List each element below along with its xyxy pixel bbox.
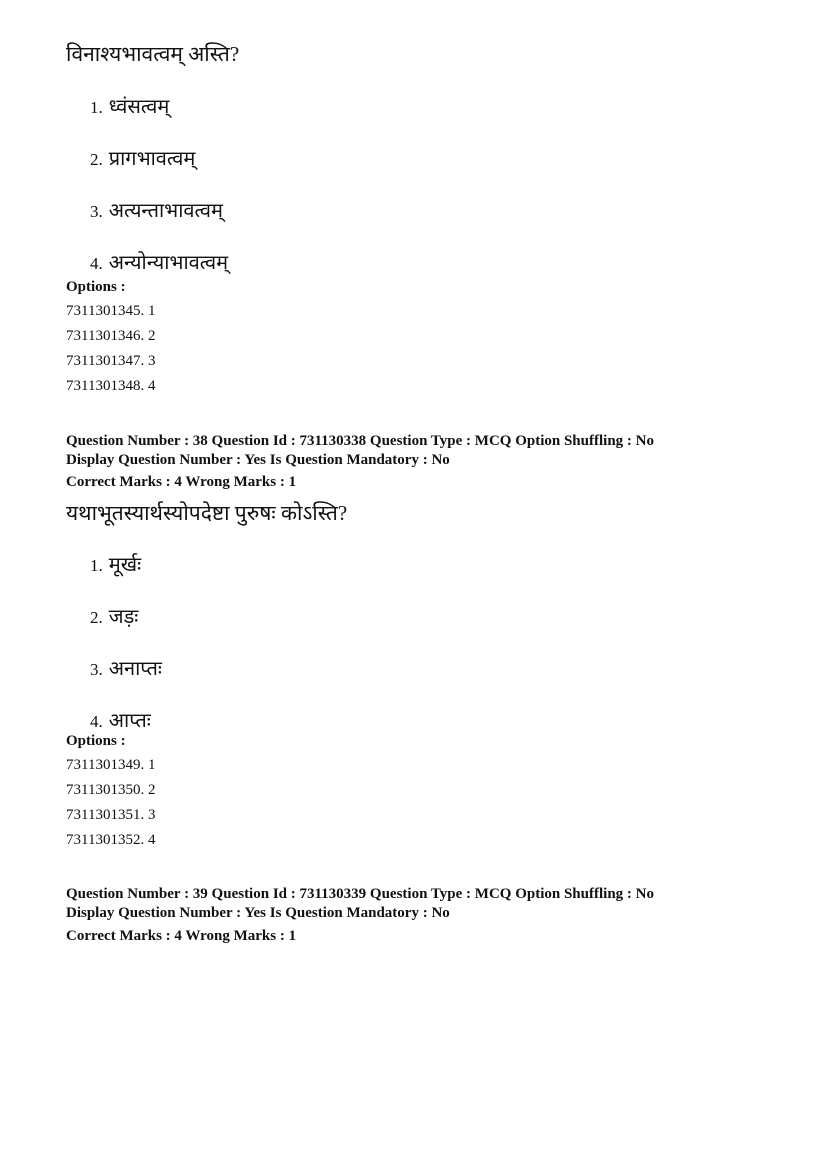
choice-text: मूर्खः xyxy=(108,554,142,576)
options-label: Options : xyxy=(66,279,126,295)
option-code: 7311301351. 3 xyxy=(66,807,156,823)
answer-choice xyxy=(90,602,138,629)
answer-choice xyxy=(90,248,228,275)
choice-number: 1. xyxy=(90,556,103,575)
answer-choice xyxy=(90,144,195,171)
question-meta-line: Display Question Number : Yes Is Question Mandatory : No xyxy=(66,905,450,921)
choice-text: अन्योन्याभावत्वम् xyxy=(108,252,229,274)
choice-number: 3. xyxy=(90,202,103,221)
answer-choice xyxy=(90,550,141,577)
option-code: 7311301349. 1 xyxy=(66,757,156,773)
question-meta-line: Display Question Number : Yes Is Question Mandatory : No xyxy=(66,452,450,468)
option-code: 7311301345. 1 xyxy=(66,303,156,319)
option-code: 7311301352. 4 xyxy=(66,832,156,848)
choice-number: 1. xyxy=(90,98,103,117)
choice-text: ध्वंसत्वम् xyxy=(108,96,170,118)
answer-choice xyxy=(90,92,169,119)
question-text: यथाभूतस्यार्थस्योपदेष्टा पुरुषः कोऽस्ति? xyxy=(66,501,348,525)
choice-text: आप्तः xyxy=(108,710,151,732)
choice-text: अत्यन्ताभावत्वम् xyxy=(108,200,223,222)
answer-choice xyxy=(90,196,223,223)
question-marks: Correct Marks : 4 Wrong Marks : 1 xyxy=(66,474,297,490)
choice-text: अनाप्तः xyxy=(108,658,162,680)
question-marks: Correct Marks : 4 Wrong Marks : 1 xyxy=(66,928,297,944)
option-code: 7311301348. 4 xyxy=(66,378,156,394)
option-code: 7311301347. 3 xyxy=(66,353,156,369)
choice-number: 4. xyxy=(90,712,103,731)
choice-text: जड़ः xyxy=(108,606,139,628)
option-code: 7311301346. 2 xyxy=(66,328,156,344)
choice-number: 3. xyxy=(90,660,103,679)
question-text: विनाश्यभावत्वम् अस्ति? xyxy=(66,42,240,66)
options-label: Options : xyxy=(66,733,126,749)
option-code: 7311301350. 2 xyxy=(66,782,156,798)
question-meta-line: Question Number : 39 Question Id : 731130339 Question Type : MCQ Option Shuffling : No xyxy=(66,886,654,902)
choice-number: 2. xyxy=(90,150,103,169)
answer-choice xyxy=(90,654,162,681)
choice-text: प्रागभावत्वम् xyxy=(108,148,196,170)
choice-number: 2. xyxy=(90,608,103,627)
answer-choice xyxy=(90,706,151,733)
question-meta-line: Question Number : 38 Question Id : 731130338 Question Type : MCQ Option Shuffling : No xyxy=(66,433,654,449)
choice-number: 4. xyxy=(90,254,103,273)
